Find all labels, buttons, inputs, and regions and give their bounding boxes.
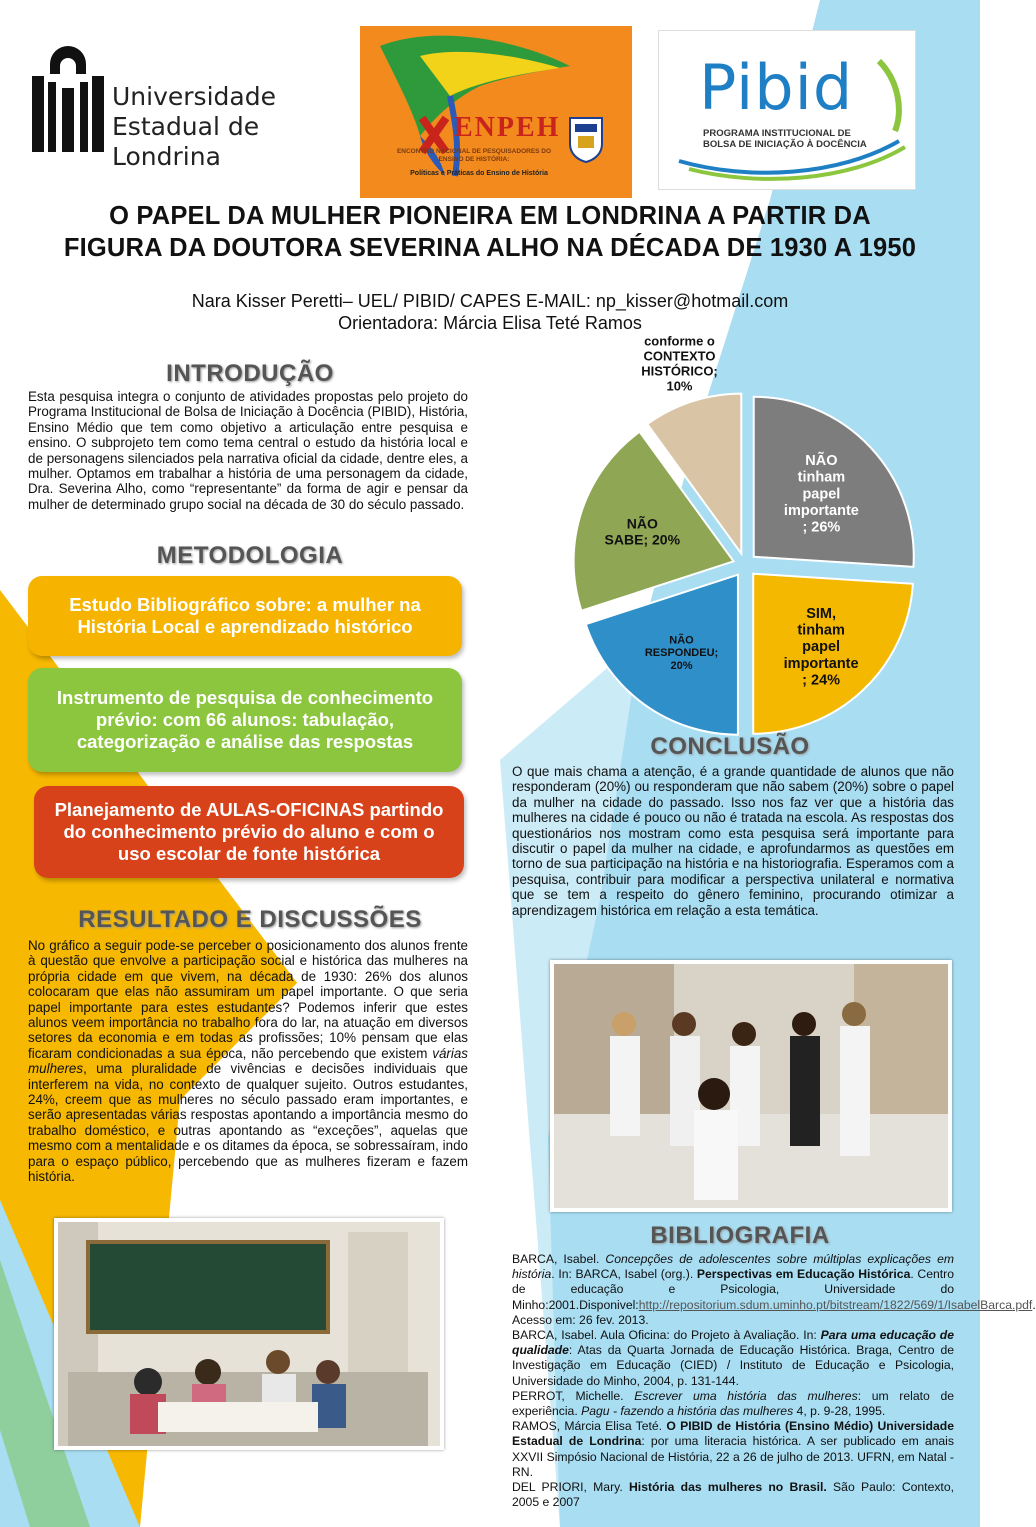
bib1-a: BARCA, Isabel. xyxy=(512,1252,606,1266)
bib3-italic2: Pagu - fazendo a história das mulheres xyxy=(581,1404,794,1419)
uel-emblem-icon xyxy=(28,56,108,156)
enpeh-tagline: Políticas e Práticas do Ensino de História xyxy=(410,170,548,177)
bib5-b: São Paulo: Contexto, 2005 e 2007 xyxy=(512,1480,954,1510)
bibliografia-list xyxy=(512,1252,1036,1510)
uel-logo xyxy=(28,56,328,171)
students-photo xyxy=(550,960,952,1212)
enpeh-name: ENPEH xyxy=(454,112,561,143)
metodologia-heading: METODOLOGIA xyxy=(156,542,344,569)
classroom-photo xyxy=(54,1218,444,1450)
uel-name-line1: Universidade xyxy=(112,82,276,111)
bib4-b: : por uma literacia histórica. A ser publicado em anais XXVII Simpósio Nacional de História, 22 a 26 de julho de 2013. UFRN, em Natal - RN. xyxy=(512,1434,954,1479)
resultado-text-a: No gráfico a seguir pode-se perceber o posicionamento dos alunos frente à questão que envolve a participação social e histórica das mulheres na própria cidade em que vivem, na década de 1930: 26% dos alunos colocaram que elas não assumiram um papel importante. O que seria papel importante para estes estudantes? Podemos inferir que estes alunos veem importância no trabalho fora do lar, na atuação em diversos setores da economia e em todas as profissões; 10% pensam que elas ficaram condicionadas a sua época, não percebendo que existem xyxy=(28,938,468,1061)
resultado-text-emphasis: várias mulheres xyxy=(28,1045,468,1077)
enpeh-subtitle: ENCONTRO NACIONAL DE PESQUISADORES DO ENSINO DE HISTÓRIA: xyxy=(396,148,552,163)
bib1-italic: Concepções de adolescentes sobre múltiplas explicações em história xyxy=(512,1252,954,1282)
metodologia-box1-text: Estudo Bibliográfico sobre: a mulher na História Local e aprendizado histórico xyxy=(69,594,421,637)
pie-slice-label: NÃO tinham papel importante ; 26% xyxy=(783,452,859,536)
bib3-italic: Escrever uma história das mulheres xyxy=(634,1388,858,1403)
pie-slice-label: NÃO RESPONDEU; 20% xyxy=(644,634,719,672)
bib3-a: PERROT, Michelle. xyxy=(512,1388,635,1403)
title-line2: FIGURA DA DOUTORA SEVERINA ALHO NA DÉCADA DE 1930 A 1950 xyxy=(63,234,917,262)
bib1-b: . In: BARCA, Isabel (org.). xyxy=(551,1267,697,1282)
bibliography-entry xyxy=(512,1252,1036,1328)
bibliography-entry xyxy=(512,1419,954,1480)
title-line1: O PAPEL DA MULHER PIONEIRA EM LONDRINA A PARTIR DA xyxy=(109,202,871,230)
bibliografia-heading: BIBLIOGRAFIA xyxy=(650,1222,830,1249)
advisor-line: Orientadora: Márcia Elisa Teté Ramos xyxy=(338,313,642,333)
bibliography-entry xyxy=(512,1480,954,1510)
bib2-b: : Atas da Quarta Jornada de Educação Histórica. Braga, Centro de Investigação em Educação (CIED) / Instituto de Educação e Psicologia, Universidade do Minho, 2004, p. 131-144. xyxy=(512,1343,954,1388)
classroom-photo-drawing xyxy=(58,1222,440,1446)
metodologia-box-planejamento xyxy=(34,786,464,878)
bib1-bold: Perspectivas em Educação Histórica xyxy=(696,1267,911,1282)
uel-name-line2: Estadual de Londrina xyxy=(112,112,260,171)
introducao-text: Esta pesquisa integra o conjunto de atividades propostas pelo projeto do Programa Institucional de Bolsa de Iniciação à Docência (PIBID), História, Ensino Médio que tem como objetivo a articulação entre pesquisa e ensino. O subprojeto tem como tema central o estudo da história local e de personagens silenciados pela narrativa oficial da cidade, dentre eles, a mulher. Optamos em trabalhar a história de uma personagem da cidade, Dra. Severina Alho, como “representante” da forma de agir e pensar da mulher de determinado grupo social na década de 30 do século passado. xyxy=(28,389,468,512)
bib4-a: RAMOS, Márcia Elisa Teté. xyxy=(512,1419,667,1434)
bib1-c: . Centro de educação e Psicologia, Universidade do Minho:2001.Disponivel: xyxy=(512,1267,954,1312)
pibid-name: Pibid xyxy=(699,51,854,124)
bib4-bold: O PIBID de História (Ensino Médio) Universidade Estadual de Londrina xyxy=(512,1419,954,1449)
metodologia-box-bibliografico xyxy=(28,576,462,656)
bib5-bold: História das mulheres no Brasil. xyxy=(629,1480,827,1495)
bibliography-entry xyxy=(512,1389,954,1419)
bib2-bold-italic: Para uma educação de qualidade xyxy=(512,1328,955,1358)
bib1-d: . Acesso em: 26 fev. 2013. xyxy=(512,1297,1036,1327)
resultado-text xyxy=(28,938,468,1185)
metodologia-box2-text: Instrumento de pesquisa de conhecimento prévio: com 66 alunos: tabulação, categorização e análise das respostas xyxy=(56,687,434,752)
bib5-a: DEL PRIORI, Mary. xyxy=(512,1480,629,1495)
pibid-swoosh-icon xyxy=(659,31,915,189)
pibid-logo xyxy=(658,30,916,190)
bib1-link[interactable]: http://repositorium.sdum.uminho.pt/bitstream/1822/569/1/IsabelBarca.pdf xyxy=(638,1297,1033,1312)
bibliography-entry xyxy=(512,1328,954,1389)
pibid-line1: PROGRAMA INSTITUCIONAL DE xyxy=(703,128,851,139)
introducao-heading: INTRODUÇÃO xyxy=(166,360,334,387)
poster-title xyxy=(20,200,960,264)
conclusao-heading: CONCLUSÃO xyxy=(650,733,810,760)
university-seal-icon xyxy=(566,116,606,164)
students-photo-drawing xyxy=(554,964,948,1208)
bib2-a: BARCA, Isabel. Aula Oficina: do Projeto à Avaliação. In: xyxy=(512,1328,821,1343)
resultado-text-b: , uma pluralidade de vivências e decisões individuais que interferem na vida, no contexto de qualquer sujeito. Outros estudantes, 24%, creem que as mulheres no século passado eram importantes, e serão apresentadas várias respostas apontando a importância mesmo do trabalho doméstico, e outras apontando as “exceções”, aquelas que mesmo com a mentalidade e os ditames da época, se sobressaíram, indo para o espaço público, percebendo que as mulheres fizeram e fazem história. xyxy=(28,1061,468,1185)
bib3-b: : um relato de experiência. xyxy=(512,1388,954,1419)
author-line: Nara Kisser Peretti– UEL/ PIBID/ CAPES E-MAIL: np_kisser@hotmail.com xyxy=(191,291,789,311)
bib3-c: 4, p. 9-28, 1995. xyxy=(793,1404,886,1419)
metodologia-box-instrumento xyxy=(28,668,462,772)
pie-chart xyxy=(505,333,955,730)
conclusao-text: O que mais chama a atenção, é a grande quantidade de alunos que não responderam (20%) ou responderam que não sabem (20%) sobre o papel da mulher na cidade do passado. Isso nos faz ver que a história das mulheres na cidade é pouco ou não é tratada na escola. As respostas dos questionários nos mostram como esta pesquisa será importante para discutir o papel da mulher na cidade, e aprofundarmos as questões em torno de sua participação na história e na historiografia. Esperamos com a pesquisa, contribuir para modificar a perspectiva unilateral e normativa que se tem a respeito do gênero feminino, procurando otimizar a aprendizagem histórica em relação a esta temática. xyxy=(512,764,954,918)
resultado-heading: RESULTADO E DISCUSSÕES xyxy=(78,906,422,933)
pie-slice-label: NÃO SABE; 20% xyxy=(604,515,681,548)
pibid-line2: BOLSA DE INICIAÇÃO À DOCÊNCIA xyxy=(703,139,867,150)
metodologia-box3-text: Planejamento de AULAS-OFICINAS partindo do conhecimento prévio do aluno e com o uso escolar de fonte histórica xyxy=(54,799,444,864)
enpeh-logo xyxy=(360,26,632,198)
authors-block xyxy=(20,290,960,334)
pie-slice-label: SIM, tinham papel importante ; 24% xyxy=(783,605,859,689)
pie-slice-label: conforme o CONTEXTO HISTÓRICO; 10% xyxy=(641,333,718,394)
